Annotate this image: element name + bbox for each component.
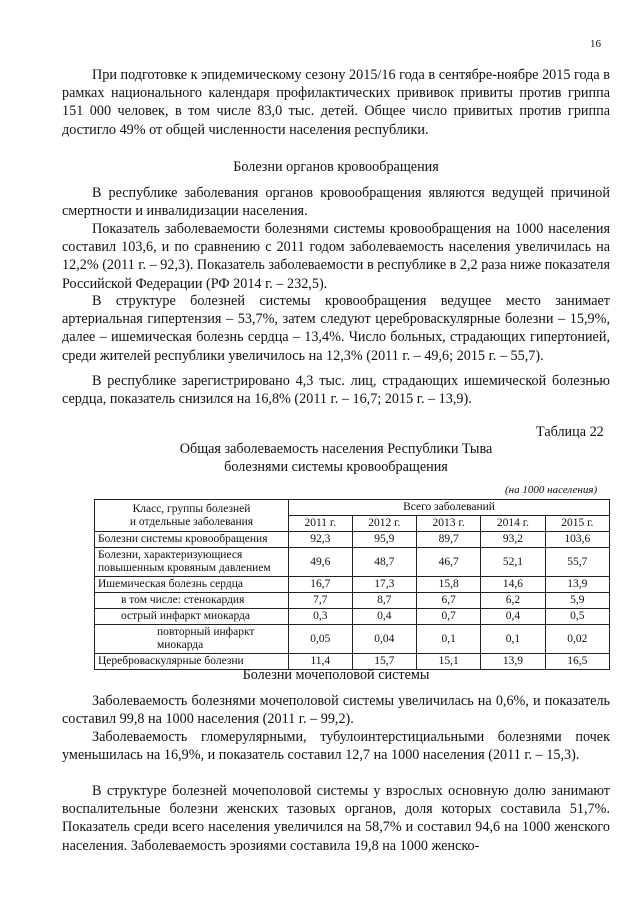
column-header-class-line1: Класс, группы болезней — [132, 502, 251, 515]
table-cell: 6,2 — [481, 593, 545, 609]
table-label: Таблица 22 — [536, 424, 604, 440]
year-header: 2013 г. — [416, 516, 480, 532]
paragraph-circulatory-structure: В структуре болезней системы кровообращения ведущее место занимает артериальная гипертензия – 53,7%, затем следуют цереброваскулярные болезни – 15,9%, далее – ишемическая болезнь сердца – 13,4%. Число больных, страдающих гипертонией, среди жителей республики увеличилось на 12,3% (2011 г. – 49,6; 2015 г. – 55,7). — [62, 293, 610, 364]
paragraph-genitourinary-structure: В структуре болезней мочеполовой системы у взрослых основную долю занимают воспалительные болезни женских тазовых органов, доля которых составила 51,7%. Показатель среди всего населения увеличился на 58,7% и составил 94,6 на 1000 женского населения. Заболеваемость эрозиями составила 19,8 на 1000 женско- — [62, 783, 610, 854]
column-header-class — [95, 500, 289, 532]
year-header: 2014 г. — [481, 516, 545, 532]
table-row — [95, 548, 610, 577]
table-cell: 95,9 — [352, 532, 416, 548]
paragraph-circulatory-rate: Показатель заболеваемости болезнями системы кровообращения на 1000 населения составил 103,6, и по сравнению с 2011 годом заболеваемость населения увеличилась на 12,2% (2011 г. – 92,3). Показатель заболеваемости в республике в 2,2 раза ниже показателя Российской Федерации (РФ 2014 г. – 232,5). — [62, 221, 610, 292]
table-cell: 0,4 — [352, 609, 416, 625]
row-name: острый инфаркт миокарда — [95, 609, 289, 625]
table-cell: 13,9 — [545, 577, 609, 593]
table-cell: 103,6 — [545, 532, 609, 548]
table-header-row — [95, 500, 610, 516]
paragraph-vaccination: При подготовке к эпидемическому сезону 2015/16 года в сентябре-ноябре 2015 года в рамках национального календаря профилактических прививок привиты против гриппа 151 000 человек, в том числе 83,0 тыс. детей. Общее число привитых против гриппа достигло 49% от общей численности населения республики. — [62, 67, 610, 138]
table-row — [95, 625, 610, 654]
column-group-header: Всего заболеваний — [289, 500, 610, 516]
paragraph-glomerular: Заболеваемость гломерулярными, тубулоинтерстициальными болезнями почек уменьшилась на 16,9%, и показатель составил 12,7 на 1000 населения (2011 г. – 15,3). — [62, 729, 610, 764]
table-cell: 0,7 — [416, 609, 480, 625]
paragraph-circulatory-intro: В республике заболевания органов кровообращения являются ведущей причиной смертности и инвалидизации населения. — [62, 185, 610, 220]
table-cell: 8,7 — [352, 593, 416, 609]
table-cell: 52,1 — [481, 548, 545, 577]
paragraph-genitourinary-rate: Заболеваемость болезнями мочеполовой системы увеличилась на 0,6%, и показатель составил 99,8 на 1000 населения (2011 г. – 99,2). — [62, 693, 610, 728]
table-cell: 55,7 — [545, 548, 609, 577]
table-cell: 0,1 — [416, 625, 480, 654]
table-cell: 13,9 — [481, 654, 545, 670]
morbidity-table — [94, 499, 610, 670]
table-row — [95, 532, 610, 548]
table-row — [95, 577, 610, 593]
section-heading-genitourinary: Болезни мочеполовой системы — [242, 667, 430, 683]
year-header: 2015 г. — [545, 516, 609, 532]
table-cell: 49,6 — [289, 548, 353, 577]
table-cell: 48,7 — [352, 548, 416, 577]
table-cell: 15,8 — [416, 577, 480, 593]
year-header: 2011 г. — [289, 516, 353, 532]
table-cell: 5,9 — [545, 593, 609, 609]
table-cell: 6,7 — [416, 593, 480, 609]
row-name: Ишемическая болезнь сердца — [95, 577, 289, 593]
table-cell: 0,3 — [289, 609, 353, 625]
table-cell: 7,7 — [289, 593, 353, 609]
table-cell: 17,3 — [352, 577, 416, 593]
table-cell: 0,1 — [481, 625, 545, 654]
paragraph-ischemic: В республике зарегистрировано 4,3 тыс. лиц, страдающих ишемической болезнью сердца, показатель снизился на 16,8% (2011 г. – 16,7; 2015 г. – 13,9). — [62, 373, 610, 408]
year-header: 2012 г. — [352, 516, 416, 532]
table-cell: 15,7 — [352, 654, 416, 670]
table-cell: 15,1 — [416, 654, 480, 670]
table-cell: 89,7 — [416, 532, 480, 548]
row-name: в том числе: стенокардия — [95, 593, 289, 609]
table-cell: 46,7 — [416, 548, 480, 577]
table-cell: 0,05 — [289, 625, 353, 654]
table-row — [95, 609, 610, 625]
table-cell: 14,6 — [481, 577, 545, 593]
column-header-class-line2: и отдельные заболевания — [129, 515, 254, 528]
table-cell: 93,2 — [481, 532, 545, 548]
table-row — [95, 593, 610, 609]
table-cell: 0,4 — [481, 609, 545, 625]
table-title-line1: Общая заболеваемость населения Республики Тыва — [179, 441, 493, 457]
row-name: Цереброваскулярные болезни — [95, 654, 289, 670]
table-cell: 16,5 — [545, 654, 609, 670]
section-heading-circulatory: Болезни органов кровообращения — [233, 159, 439, 175]
row-name: повторный инфаркт миокарда — [95, 625, 289, 654]
row-name: Болезни системы кровообращения — [95, 532, 289, 548]
table-title-line2: болезнями системы кровообращения — [224, 459, 448, 475]
table-cell: 0,04 — [352, 625, 416, 654]
table-cell: 11,4 — [289, 654, 353, 670]
table-cell: 0,02 — [545, 625, 609, 654]
row-name: Болезни, характеризующиеся повышенным кровяным давлением — [95, 548, 289, 577]
table-cell: 16,7 — [289, 577, 353, 593]
table-unit: (на 1000 населения) — [505, 484, 598, 496]
table-cell: 92,3 — [289, 532, 353, 548]
table-cell: 0,5 — [545, 609, 609, 625]
page-number: 16 — [590, 38, 601, 50]
